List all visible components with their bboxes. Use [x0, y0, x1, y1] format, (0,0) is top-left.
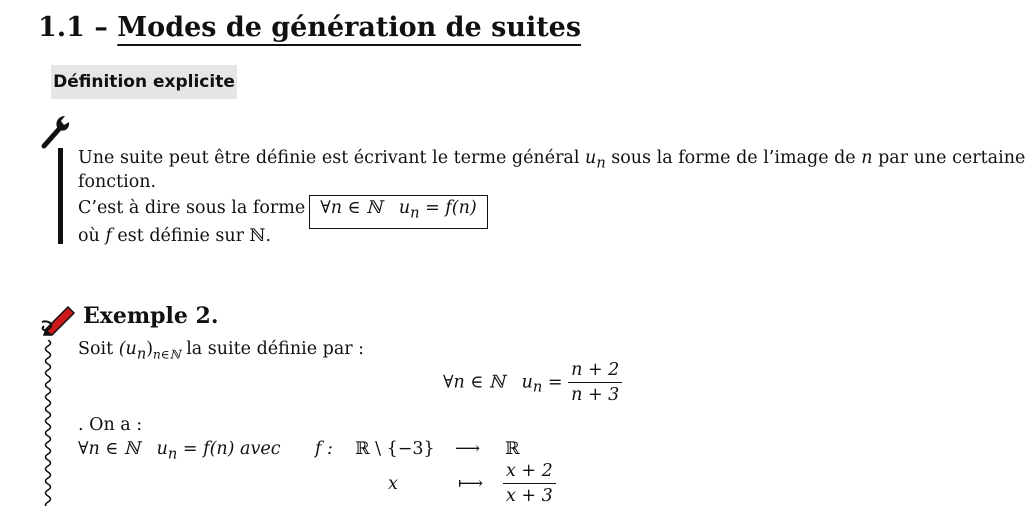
map-x: x [388, 474, 398, 494]
example-line: ∀n ∈ ℕ $u_n = f(n)$ avec [78, 439, 281, 463]
example-intro: Soit $(u_n)_{n\in ℕ}$ la suite définie par : [78, 339, 365, 363]
definition-badge: Définition explicite [51, 65, 237, 99]
definition-line-1: Une suite peut être définie est écrivant le terme général $u_n$ sous la forme de l’image de n par une certaine [78, 148, 1026, 172]
map-fraction-wrap [503, 459, 556, 508]
formula-fraction: $\frac{n + 2}{n + 3}$ [568, 358, 622, 407]
wrench-icon [40, 113, 74, 149]
pencil-icon [40, 302, 78, 336]
map-domain: ℝ \ {−3} [355, 439, 435, 459]
definition-bar [58, 148, 63, 244]
map-f: f : [315, 439, 333, 459]
example-on-a: . On a : [78, 415, 143, 435]
definition-line-4: où f est définie sur ℕ. [78, 226, 272, 246]
section-dash: – [94, 12, 108, 43]
section-title-text: Modes de génération de suites [117, 12, 582, 43]
definition-line-3: C’est à dire sous la forme ∀n ∈ ℕ $u_n = f(n)$ [78, 195, 488, 229]
map-arrow: ⟶ [455, 439, 481, 459]
map-fraction: $\frac{x + 2}{x + 3}$ [503, 459, 556, 508]
section-number: 1.1 [38, 12, 85, 43]
map-codomain: ℝ [505, 439, 520, 459]
example-formula: ∀n ∈ ℕ $u_n$ = $\frac{n + 2}{n + 3}$ [443, 358, 622, 407]
definition-line-2: fonction. [78, 172, 157, 192]
map-to: ⟼ [458, 474, 484, 494]
example-title: Exemple 2. [83, 303, 219, 329]
definition-formula-box: ∀n ∈ ℕ $u_n = f(n)$ [309, 195, 488, 229]
example-squiggle-bar [42, 340, 54, 506]
section-title [38, 12, 581, 43]
